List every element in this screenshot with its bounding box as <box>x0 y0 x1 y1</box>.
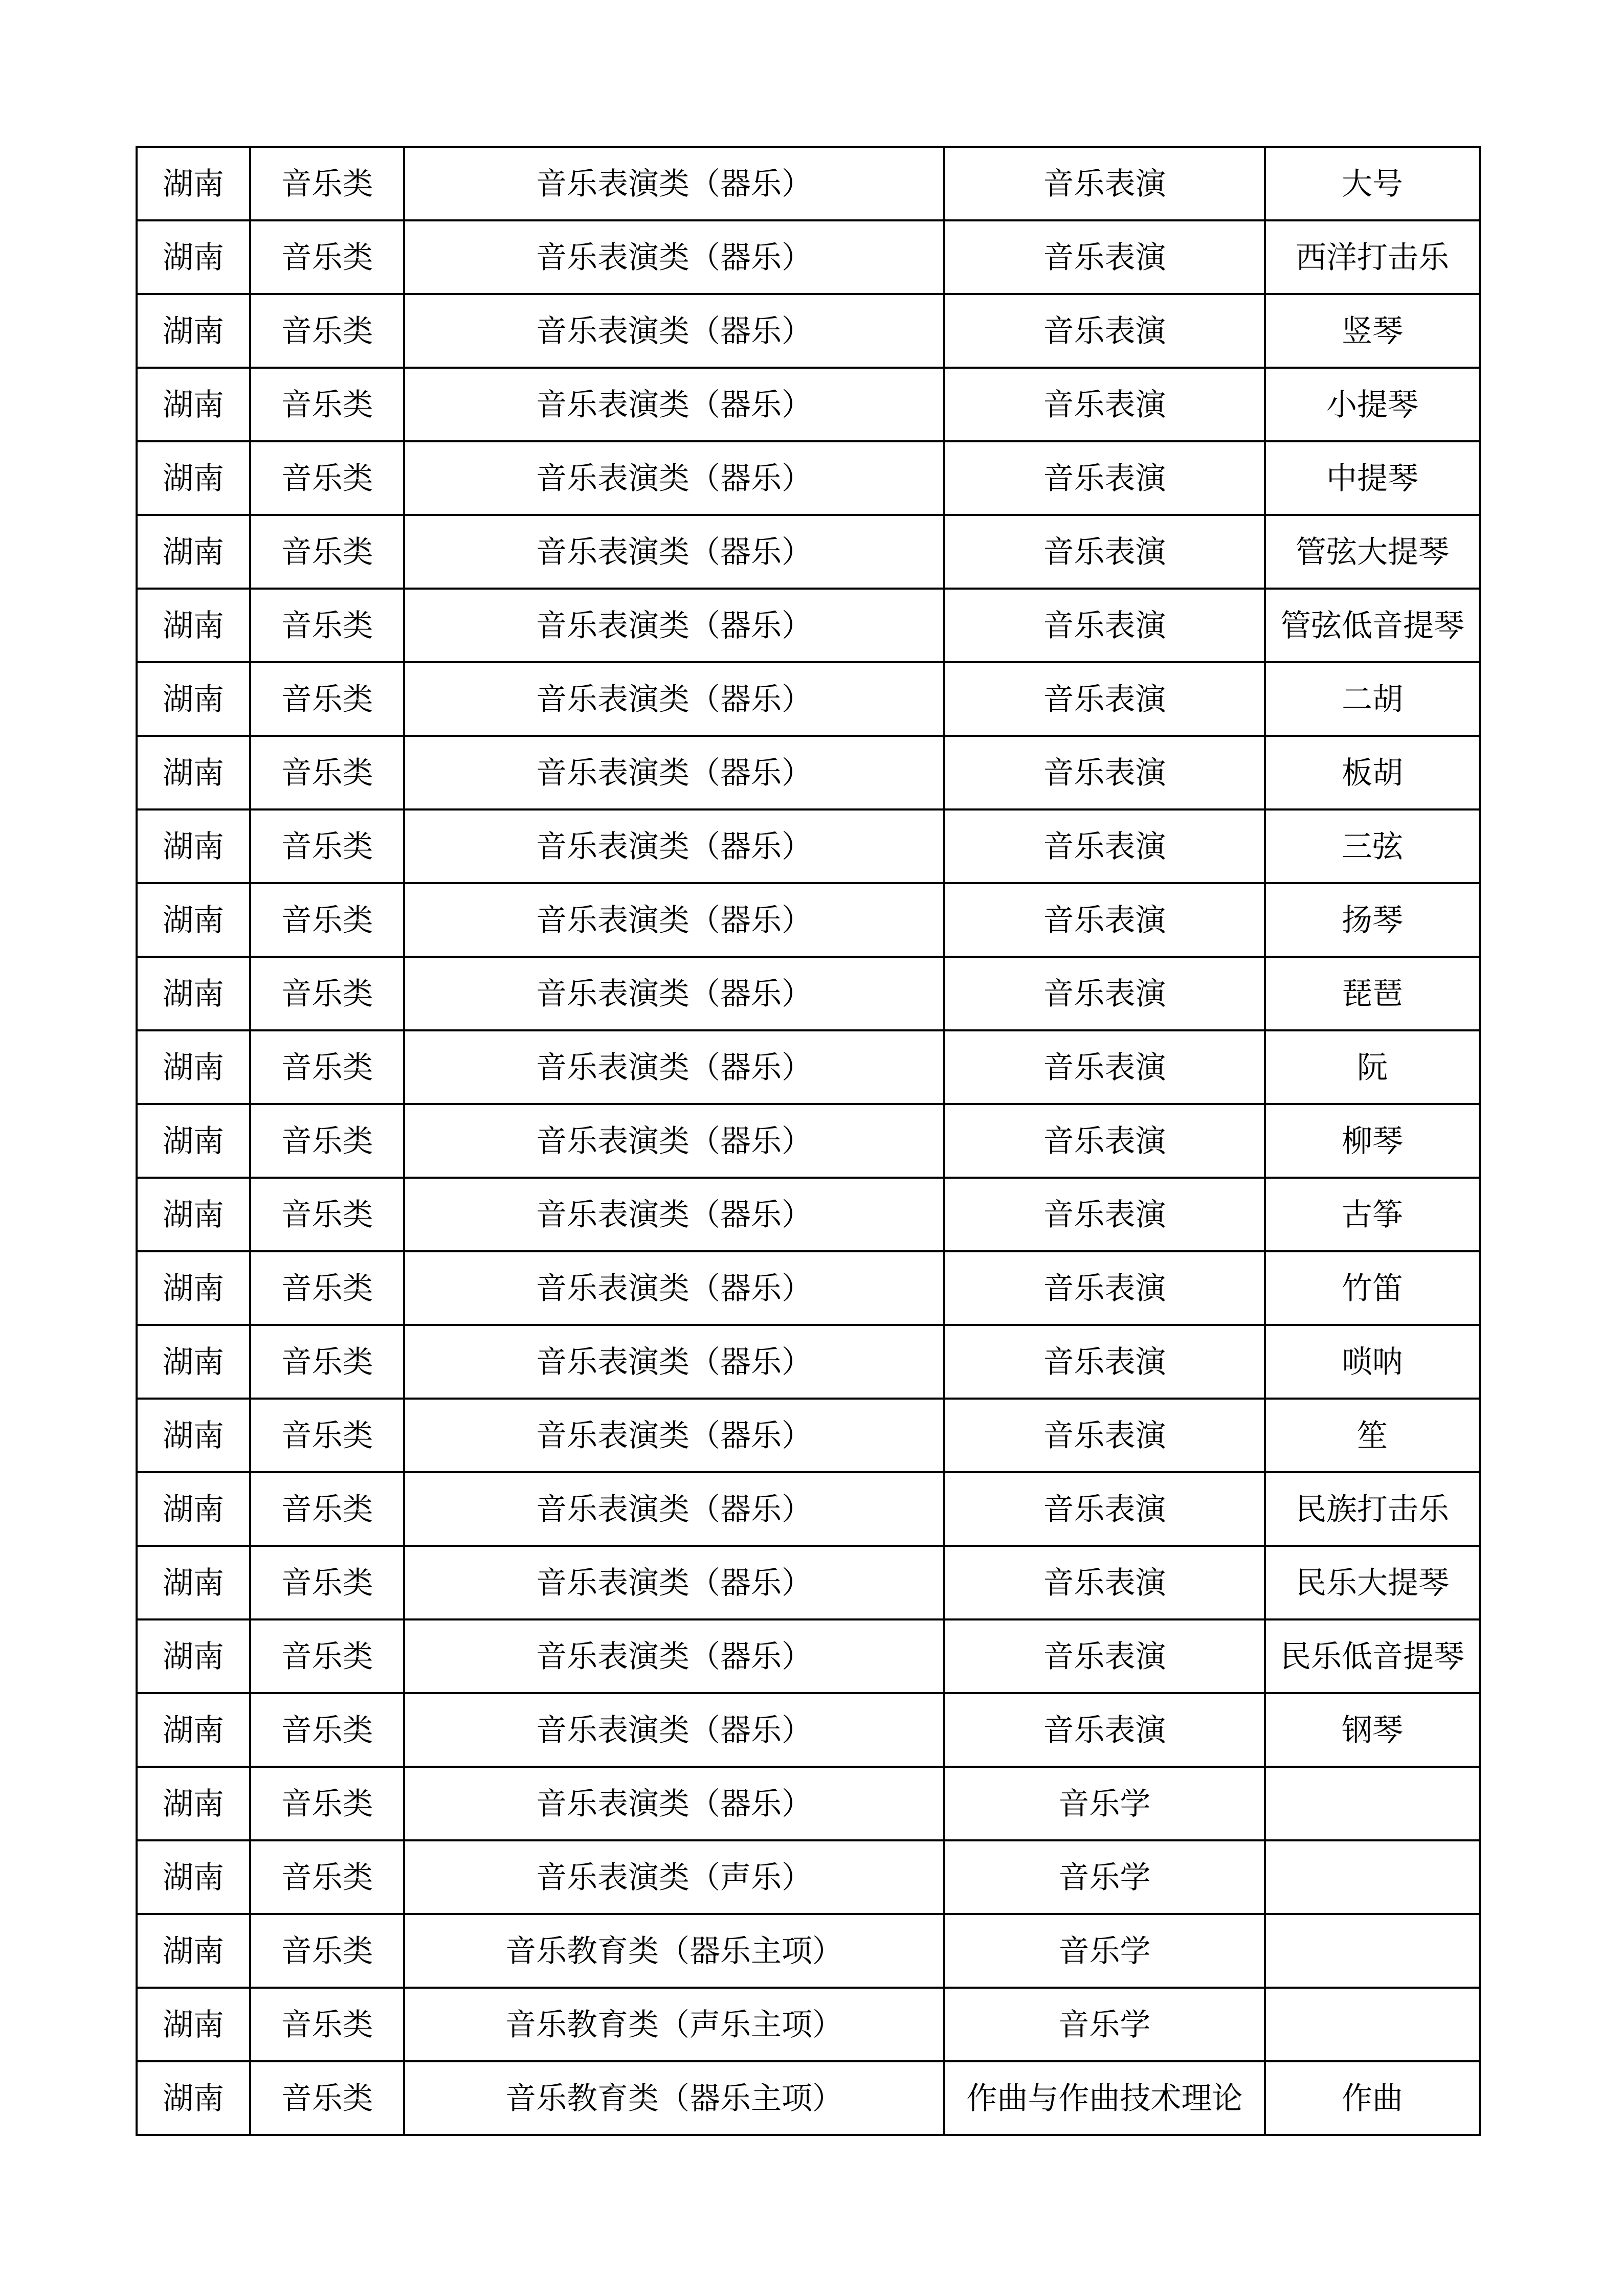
table-row <box>137 220 1480 294</box>
table-row <box>137 1030 1480 1104</box>
table-row <box>137 1840 1480 1914</box>
cell-major: 音乐表演 <box>944 589 1265 662</box>
cell-category: 音乐类 <box>250 1030 404 1104</box>
cell-category: 音乐类 <box>250 1840 404 1914</box>
cell-direction: 扬琴 <box>1265 883 1480 957</box>
cell-category: 音乐类 <box>250 1988 404 2061</box>
cell-subcategory: 音乐教育类（器乐主项） <box>404 2061 944 2135</box>
cell-category: 音乐类 <box>250 1104 404 1178</box>
cell-subcategory: 音乐表演类（器乐） <box>404 515 944 589</box>
cell-major: 音乐表演 <box>944 515 1265 589</box>
table-row <box>137 441 1480 515</box>
cell-subcategory: 音乐表演类（器乐） <box>404 1399 944 1472</box>
cell-direction: 民乐大提琴 <box>1265 1546 1480 1619</box>
table-row <box>137 368 1480 441</box>
cell-province: 湖南 <box>137 294 250 368</box>
cell-province: 湖南 <box>137 220 250 294</box>
cell-province: 湖南 <box>137 515 250 589</box>
cell-province: 湖南 <box>137 1840 250 1914</box>
cell-province: 湖南 <box>137 1178 250 1251</box>
cell-province: 湖南 <box>137 662 250 736</box>
cell-major: 音乐学 <box>944 1914 1265 1988</box>
cell-direction: 作曲 <box>1265 2061 1480 2135</box>
cell-category: 音乐类 <box>250 1619 404 1693</box>
table-row <box>137 1693 1480 1767</box>
table-row <box>137 1988 1480 2061</box>
cell-direction: 三弦 <box>1265 809 1480 883</box>
cell-province: 湖南 <box>137 2061 250 2135</box>
cell-category: 音乐类 <box>250 220 404 294</box>
cell-direction: 柳琴 <box>1265 1104 1480 1178</box>
cell-major: 音乐学 <box>944 1988 1265 2061</box>
cell-category: 音乐类 <box>250 1325 404 1399</box>
cell-province: 湖南 <box>137 1767 250 1840</box>
cell-major: 音乐表演 <box>944 1104 1265 1178</box>
cell-direction <box>1265 1914 1480 1988</box>
table-row <box>137 515 1480 589</box>
table-row <box>137 736 1480 809</box>
cell-major: 音乐表演 <box>944 441 1265 515</box>
cell-province: 湖南 <box>137 736 250 809</box>
cell-direction: 板胡 <box>1265 736 1480 809</box>
cell-province: 湖南 <box>137 1104 250 1178</box>
cell-province: 湖南 <box>137 1546 250 1619</box>
admission-majors-table <box>136 146 1481 2136</box>
table-row <box>137 1767 1480 1840</box>
cell-major: 音乐表演 <box>944 220 1265 294</box>
cell-direction <box>1265 1840 1480 1914</box>
cell-major: 音乐学 <box>944 1840 1265 1914</box>
table-row <box>137 1472 1480 1546</box>
cell-major: 音乐表演 <box>944 662 1265 736</box>
cell-province: 湖南 <box>137 883 250 957</box>
cell-category: 音乐类 <box>250 736 404 809</box>
cell-subcategory: 音乐表演类（器乐） <box>404 662 944 736</box>
cell-category: 音乐类 <box>250 662 404 736</box>
cell-province: 湖南 <box>137 1472 250 1546</box>
cell-category: 音乐类 <box>250 1546 404 1619</box>
cell-province: 湖南 <box>137 1693 250 1767</box>
table-row <box>137 1251 1480 1325</box>
cell-category: 音乐类 <box>250 1399 404 1472</box>
admission-majors-table-body <box>137 147 1480 2135</box>
cell-province: 湖南 <box>137 1914 250 1988</box>
cell-category: 音乐类 <box>250 1767 404 1840</box>
cell-subcategory: 音乐表演类（器乐） <box>404 220 944 294</box>
cell-subcategory: 音乐表演类（器乐） <box>404 147 944 220</box>
table-row <box>137 1619 1480 1693</box>
table-row <box>137 1546 1480 1619</box>
cell-direction: 管弦低音提琴 <box>1265 589 1480 662</box>
cell-province: 湖南 <box>137 1325 250 1399</box>
table-row <box>137 589 1480 662</box>
cell-major: 音乐表演 <box>944 957 1265 1030</box>
cell-major: 音乐表演 <box>944 294 1265 368</box>
cell-direction: 钢琴 <box>1265 1693 1480 1767</box>
cell-subcategory: 音乐表演类（器乐） <box>404 736 944 809</box>
cell-major: 音乐表演 <box>944 1472 1265 1546</box>
cell-province: 湖南 <box>137 368 250 441</box>
cell-category: 音乐类 <box>250 1251 404 1325</box>
table-row <box>137 1104 1480 1178</box>
cell-province: 湖南 <box>137 1030 250 1104</box>
cell-direction: 竖琴 <box>1265 294 1480 368</box>
cell-category: 音乐类 <box>250 441 404 515</box>
cell-subcategory: 音乐表演类（器乐） <box>404 589 944 662</box>
table-row <box>137 294 1480 368</box>
cell-category: 音乐类 <box>250 1178 404 1251</box>
cell-major: 音乐表演 <box>944 1325 1265 1399</box>
table-row <box>137 1325 1480 1399</box>
cell-province: 湖南 <box>137 809 250 883</box>
cell-subcategory: 音乐表演类（器乐） <box>404 1546 944 1619</box>
cell-province: 湖南 <box>137 1988 250 2061</box>
cell-category: 音乐类 <box>250 1693 404 1767</box>
cell-category: 音乐类 <box>250 294 404 368</box>
cell-category: 音乐类 <box>250 2061 404 2135</box>
table-row <box>137 147 1480 220</box>
cell-direction: 西洋打击乐 <box>1265 220 1480 294</box>
cell-category: 音乐类 <box>250 1914 404 1988</box>
cell-province: 湖南 <box>137 441 250 515</box>
cell-major: 音乐表演 <box>944 1030 1265 1104</box>
cell-subcategory: 音乐表演类（器乐） <box>404 441 944 515</box>
cell-subcategory: 音乐教育类（声乐主项） <box>404 1988 944 2061</box>
cell-category: 音乐类 <box>250 957 404 1030</box>
cell-direction: 阮 <box>1265 1030 1480 1104</box>
table-row <box>137 883 1480 957</box>
cell-major: 音乐表演 <box>944 809 1265 883</box>
cell-direction: 小提琴 <box>1265 368 1480 441</box>
cell-subcategory: 音乐表演类（声乐） <box>404 1840 944 1914</box>
cell-major: 音乐表演 <box>944 1619 1265 1693</box>
table-row <box>137 2061 1480 2135</box>
cell-major: 音乐表演 <box>944 1178 1265 1251</box>
cell-major: 作曲与作曲技术理论 <box>944 2061 1265 2135</box>
cell-category: 音乐类 <box>250 368 404 441</box>
table-row <box>137 662 1480 736</box>
cell-subcategory: 音乐表演类（器乐） <box>404 1767 944 1840</box>
cell-subcategory: 音乐表演类（器乐） <box>404 1104 944 1178</box>
cell-direction: 中提琴 <box>1265 441 1480 515</box>
cell-subcategory: 音乐表演类（器乐） <box>404 957 944 1030</box>
cell-province: 湖南 <box>137 589 250 662</box>
cell-subcategory: 音乐表演类（器乐） <box>404 1472 944 1546</box>
cell-major: 音乐表演 <box>944 883 1265 957</box>
cell-subcategory: 音乐表演类（器乐） <box>404 1251 944 1325</box>
cell-direction <box>1265 1988 1480 2061</box>
cell-category: 音乐类 <box>250 515 404 589</box>
cell-major: 音乐学 <box>944 1767 1265 1840</box>
cell-direction <box>1265 1767 1480 1840</box>
cell-major: 音乐表演 <box>944 1399 1265 1472</box>
cell-direction: 笙 <box>1265 1399 1480 1472</box>
cell-major: 音乐表演 <box>944 147 1265 220</box>
cell-major: 音乐表演 <box>944 736 1265 809</box>
cell-category: 音乐类 <box>250 883 404 957</box>
cell-direction: 民族打击乐 <box>1265 1472 1480 1546</box>
cell-direction: 唢呐 <box>1265 1325 1480 1399</box>
cell-province: 湖南 <box>137 1619 250 1693</box>
cell-category: 音乐类 <box>250 1472 404 1546</box>
cell-major: 音乐表演 <box>944 1251 1265 1325</box>
cell-category: 音乐类 <box>250 589 404 662</box>
cell-direction: 管弦大提琴 <box>1265 515 1480 589</box>
cell-province: 湖南 <box>137 1399 250 1472</box>
cell-province: 湖南 <box>137 1251 250 1325</box>
cell-subcategory: 音乐表演类（器乐） <box>404 1693 944 1767</box>
cell-major: 音乐表演 <box>944 1546 1265 1619</box>
cell-subcategory: 音乐表演类（器乐） <box>404 1178 944 1251</box>
cell-major: 音乐表演 <box>944 1693 1265 1767</box>
cell-subcategory: 音乐表演类（器乐） <box>404 1325 944 1399</box>
cell-province: 湖南 <box>137 147 250 220</box>
cell-category: 音乐类 <box>250 147 404 220</box>
table-row <box>137 809 1480 883</box>
cell-direction: 二胡 <box>1265 662 1480 736</box>
cell-subcategory: 音乐表演类（器乐） <box>404 294 944 368</box>
cell-subcategory: 音乐表演类（器乐） <box>404 883 944 957</box>
cell-subcategory: 音乐表演类（器乐） <box>404 809 944 883</box>
cell-direction: 竹笛 <box>1265 1251 1480 1325</box>
cell-province: 湖南 <box>137 957 250 1030</box>
cell-subcategory: 音乐表演类（器乐） <box>404 1619 944 1693</box>
table-row <box>137 957 1480 1030</box>
cell-subcategory: 音乐表演类（器乐） <box>404 368 944 441</box>
cell-direction: 古筝 <box>1265 1178 1480 1251</box>
table-row <box>137 1399 1480 1472</box>
table-row <box>137 1178 1480 1251</box>
cell-direction: 琵琶 <box>1265 957 1480 1030</box>
cell-subcategory: 音乐教育类（器乐主项） <box>404 1914 944 1988</box>
cell-direction: 大号 <box>1265 147 1480 220</box>
cell-subcategory: 音乐表演类（器乐） <box>404 1030 944 1104</box>
table-row <box>137 1914 1480 1988</box>
cell-major: 音乐表演 <box>944 368 1265 441</box>
cell-category: 音乐类 <box>250 809 404 883</box>
cell-direction: 民乐低音提琴 <box>1265 1619 1480 1693</box>
